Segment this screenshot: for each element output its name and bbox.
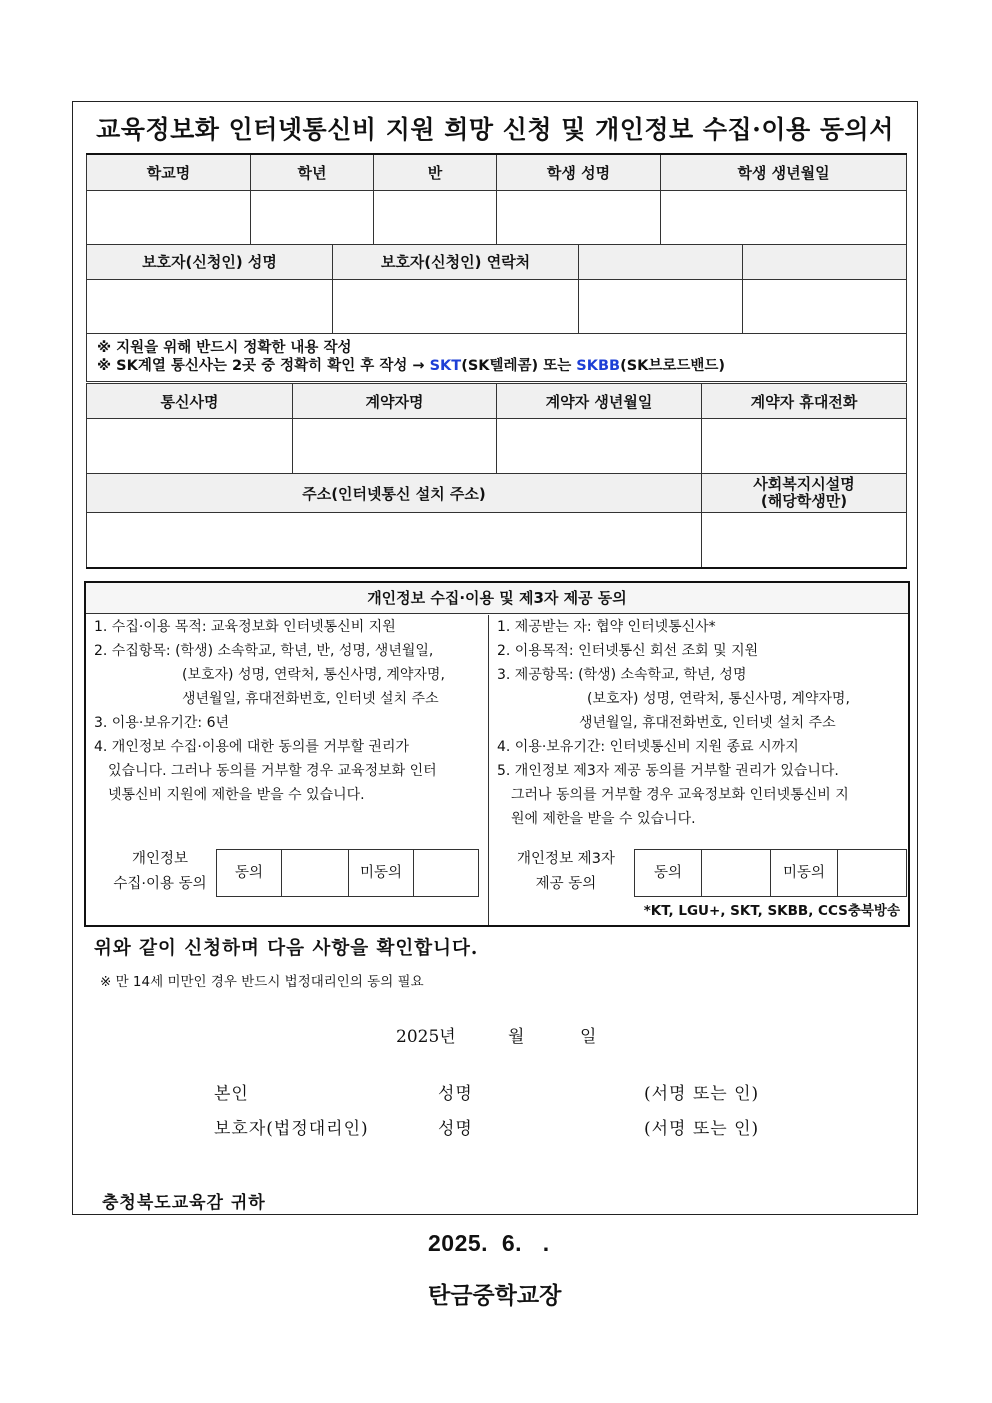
guardian-name-field[interactable] [87,279,333,333]
contractor-phone-field[interactable] [702,419,907,474]
signer-guardian-name-label: 성명 [438,1119,473,1139]
consent-collection-column: 1. 수집·이용 목적: 교육정보화 인터넷통신비 지원 2. 수집항목: (학생) 소속학교, 학년, 반, 성명, 생년월일, (보호자) 성명, 연락처, 통신사명, 계약자명, 생년월일, 휴대전화번호, 인터넷 설치 주소 3. 이용·보유기간: 6년 4. 개인정보 수집·이용에 대한 동의를 거부할 권리가 있습니다. 그러나 동의를 거부할 경우 교육정보화 인터 넷통신비 지원에 제한을 받을 수 있습니다. 개인정보 수집·이용 동의 동의 미동의 [86,615,489,925]
collection-agree-label: 동의 [217,850,282,897]
student-name-field[interactable] [497,190,661,244]
contractor-birth-field[interactable] [497,419,702,474]
header-guardian-contact: 보호자(신청인) 연락처 [333,244,579,279]
collection-disagree-box[interactable] [414,850,479,897]
notice-line-1: ※ 지원을 위해 반드시 정확한 내용 작성 [97,340,352,356]
consent-third-party-column: 1. 제공받는 자: 협약 인터넷통신사* 2. 이용목적: 인터넷통신 회선 조회 및 지원 3. 제공항목: (학생) 소속학교, 학년, 성명 (보호자) 성명, 연락처, 통신사명, 계약자명, 생년월일, 휴대전화번호, 인터넷 설치 주소 4. 이용·보유기간: 인터넷통신비 지원 종료 시까지 5. 개인정보 제3자 제공 동의를 거부할 권리가 있습니다. 그러나 동의를 거부할 경우 교육정보화 인터넷통신비 지 원에 제한을 받을 수 있습니다. 개인정보 제3자 제공 동의 동의 미동의 *KT, LGU+, SKT, SKBB, CCS충북방송 [489,615,908,925]
grade-field[interactable] [251,190,374,244]
collection-agree-box[interactable] [282,850,349,897]
page-title: 교육정보화 인터넷통신비 지원 희망 신청 및 개인정보 수집·이용 동의서 [96,115,894,144]
collection-disagree-label: 미동의 [349,850,414,897]
signer-self-role: 본인 [214,1084,249,1104]
minor-consent-note: ※ 만 14세 미만인 경우 반드시 법정대리인의 동의 필요 [100,974,424,990]
collection-consent-table [216,849,479,897]
confirm-statement: 위와 같이 신청하며 다음 사항을 확인합니다. [94,938,479,959]
header-student-name: 학생 성명 [497,154,661,190]
contract-table [86,383,907,569]
guardian-contact-field[interactable] [333,279,579,333]
signer-guardian-sign-note: (서명 또는 인) [644,1119,760,1139]
header-school: 학교명 [87,154,251,190]
date-year: 2025년 [396,1027,456,1047]
header-contractor-phone: 계약자 휴대전화 [702,384,907,419]
third-party-disagree-label: 미동의 [771,850,838,897]
skt-label: SKT [429,358,462,374]
header-empty-2 [743,244,907,279]
carrier-field[interactable] [87,419,293,474]
header-welfare: 사회복지시설명 (해당학생만) [702,474,907,513]
header-contractor: 계약자명 [293,384,497,419]
signer-guardian-role: 보호자(법정대리인) [214,1119,369,1139]
signer-self-sign-note: (서명 또는 인) [644,1084,760,1104]
header-grade: 학년 [251,154,374,190]
application-date [396,1022,596,1047]
carrier-footnote: *KT, LGU+, SKT, SKBB, CCS충북방송 [643,903,900,919]
header-empty-1 [579,244,743,279]
welfare-field[interactable] [702,513,907,568]
issue-date: 2025. 6. . [428,1230,550,1256]
header-class: 반 [374,154,497,190]
third-party-agree-box[interactable] [702,850,771,897]
addressee: 충청북도교육감 귀하 [102,1193,266,1213]
header-carrier: 통신사명 [87,384,293,419]
school-principal: 탄금중학교장 [428,1282,562,1308]
date-month: 월 [508,1027,525,1047]
header-contractor-birth: 계약자 생년월일 [497,384,702,419]
signer-self-name-label: 성명 [438,1084,473,1104]
third-party-agree-label: 동의 [635,850,702,897]
third-party-consent-table [634,849,907,897]
notice-box [87,333,907,381]
skbb-label: SKBB [576,358,621,374]
collection-consent-label: 개인정보 수집·이용 동의 [113,851,207,892]
third-party-consent-label: 개인정보 제3자 제공 동의 [517,851,615,892]
header-address: 주소(인터넷통신 설치 주소) [87,474,702,513]
notice-line-2: ※ SK계열 통신사는 2곳 중 정확히 확인 후 작성 → SKT(SK텔레콤) 또는 SKBB(SK브로드밴드) [97,358,726,374]
header-guardian-name: 보호자(신청인) 성명 [87,244,333,279]
date-day: 일 [580,1027,597,1047]
header-student-birth: 학생 생년월일 [661,154,907,190]
consent-box [84,581,910,927]
address-field[interactable] [87,513,702,568]
application-table [86,153,907,382]
extra-field-2[interactable] [743,279,907,333]
consent-title: 개인정보 수집·이용 및 제3자 제공 동의 [86,583,908,614]
student-birth-field[interactable] [661,190,907,244]
school-field[interactable] [87,190,251,244]
third-party-disagree-box[interactable] [838,850,907,897]
extra-field-1[interactable] [579,279,743,333]
contractor-field[interactable] [293,419,497,474]
class-field[interactable] [374,190,497,244]
